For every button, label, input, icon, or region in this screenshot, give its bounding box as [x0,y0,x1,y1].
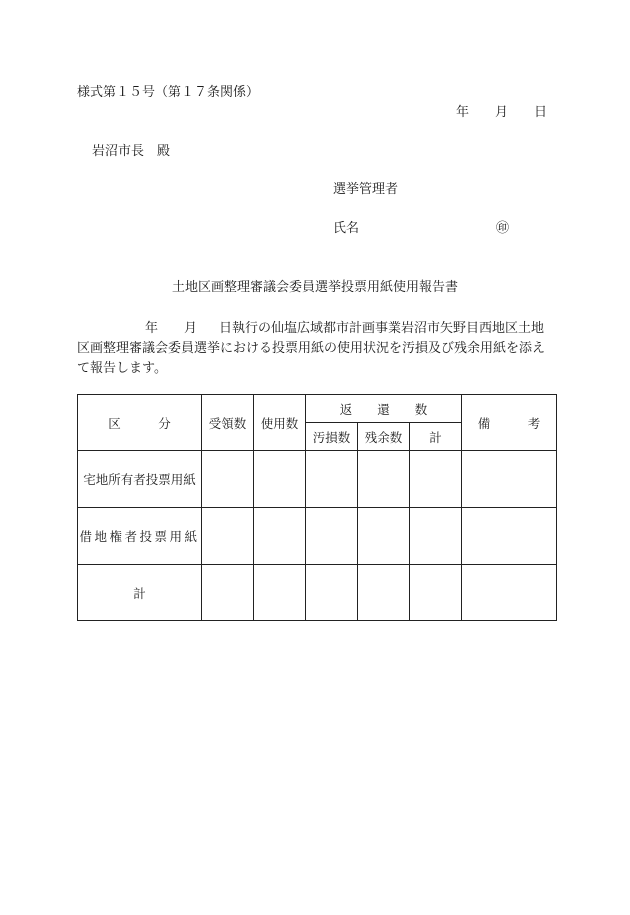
cell-subtotal [410,508,462,565]
header-damaged: 汚損数 [306,423,358,451]
seal-mark: ㊞ [496,221,510,236]
cell-subtotal [410,451,462,508]
document-title: 土地区画整理審議会委員選挙投票用紙使用報告書 [171,280,458,295]
form-number: 様式第１５号（第１７条関係） [77,85,260,100]
cell-received [202,565,254,621]
body-year: 年 [145,321,159,336]
report-body [77,319,557,379]
row-label: 借地権者投票用紙 [78,508,202,565]
cell-used [254,565,306,621]
cell-used [254,508,306,565]
header-remaining: 残余数 [358,423,410,451]
body-month: 月 [184,321,198,336]
cell-damaged [306,451,358,508]
cell-subtotal [410,565,462,621]
table-row [78,451,557,508]
cell-damaged [306,565,358,621]
cell-used [254,451,306,508]
date-month: 月 [495,105,509,120]
cell-received [202,508,254,565]
name-label: 氏名 [333,221,360,236]
header-category: 区 分 [78,395,202,451]
table-row [78,565,557,621]
cell-remaining [358,508,410,565]
header-received: 受領数 [202,395,254,451]
cell-remarks [462,565,557,621]
date-line [456,106,547,119]
ballot-usage-table [77,394,557,621]
cell-remarks [462,508,557,565]
date-year: 年 [456,105,470,120]
addressee: 岩沼市長 殿 [92,144,171,159]
body-text: 日執行の仙塩広域都市計画事業岩沼市矢野目西地区土地区画整理審議会委員選挙における投票用紙の使用状況を汚損及び残余用紙を添えて報告します。 [77,321,546,376]
header-returned: 返 還 数 [306,395,462,423]
row-label: 宅地所有者投票用紙 [78,451,202,508]
header-used: 使用数 [254,395,306,451]
header-remarks: 備 考 [462,395,557,451]
cell-remaining [358,565,410,621]
header-subtotal: 計 [410,423,462,451]
election-administrator-label: 選挙管理者 [333,182,399,197]
cell-remaining [358,451,410,508]
cell-received [202,451,254,508]
row-label: 計 [78,565,202,621]
cell-remarks [462,451,557,508]
date-day: 日 [534,105,548,120]
cell-damaged [306,508,358,565]
table-row [78,508,557,565]
